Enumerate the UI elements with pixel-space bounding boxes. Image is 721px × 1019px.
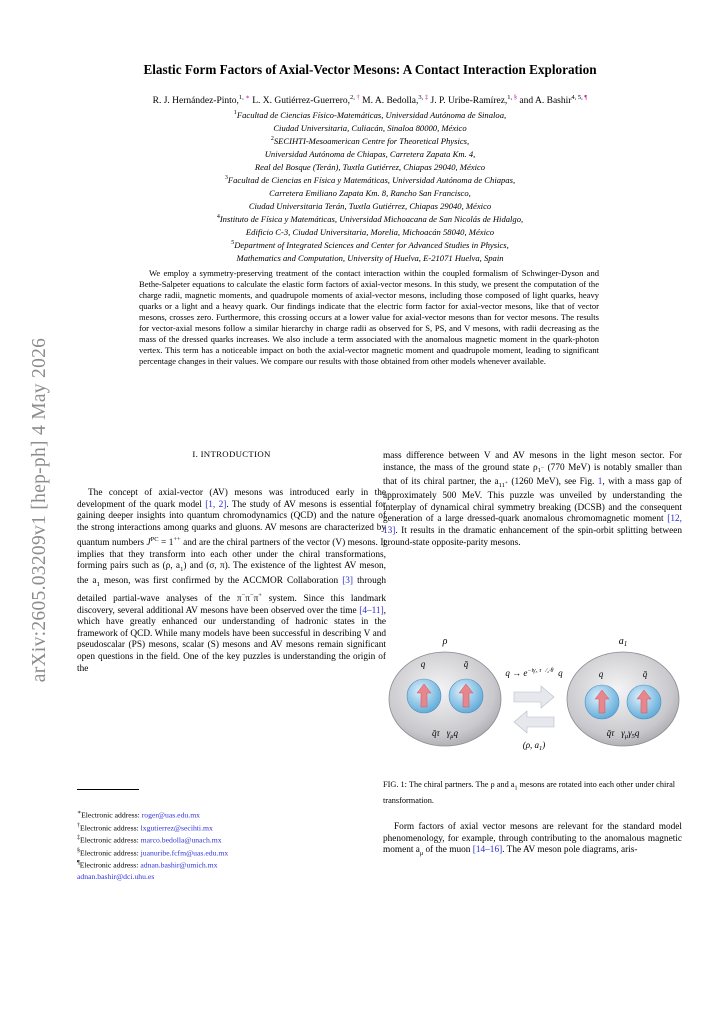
citation-link[interactable]: [3]: [342, 575, 354, 586]
svg-text:q̄: q̄: [463, 659, 469, 669]
intro-column-2-continued: Form factors of axial vector mesons are relevant for the standard model phenomenology, for example, through contributing to the anomalous magnetic moment $a_\mu$ of the muon [14–16]. The AV meson pole diagrams, aris-: [383, 822, 682, 857]
footnote-line: §Electronic address: juanuribe.fcfm@uas.edu.mx: [77, 847, 229, 858]
abstract: We employ a symmetry-preserving treatment of the contact interaction within the coupled formalism of Schwinger-Dyson and Bethe-Salpeter equations to calculate the elastic form factors of axial-vector mesons. In this study, we present the computation of the charge radii, magnetic moments, and quadrupole moments of axial-vector mesons, including those composed of light quarks, heavy quarks or a light and a heavy quark. Our findings indicate that the electric form factor for axial-vector mesons, like that of vector mesons, crosses zero. Furthermore, this crossing occurs at a lower value for axial-vector mesons than for vector mesons. The results for vector-axial mesons follow a similar hierarchy in charge radii as observed for S, PS, and V mesons, with radii decreasing as the mass of the dressed quarks increases. We also include a term associated with the anomalous magnetic moment in the quark-photon vertex. This term has a noticeable impact on both the axial-vector magnetic moment and quadrupole moment, leading to significant percentage changes in their values. We compare our results with those obtained from other models whenever available.: [139, 268, 599, 367]
intro-column-1: The concept of axial-vector (AV) mesons was introduced early in the development of the quark model [1, 2]. The study of AV mesons is essential for gaining deeper insights into quantum chromodynamics (QCD) and the nature of the strong interactions among quarks and gluons. AV mesons are characterized by quantum numbers $J^{PC} = 1^{++}$ and are the chiral partners of the vector (V) mesons. It implies that they transform into each other under the chiral transformations, forming pairs such as (ρ, $a_1$) and (σ, π). The existence of the lightest AV meson, the $a_1$ meson, was first confirmed by the ACCMOR Collaboration [3] through detailed partial-wave analyses of the π−π−π+ system. Since this landmark discovery, several additional AV mesons have been observed over the time [4–11], which have greatly enhanced our understanding of hadronic states in the framework of QCD. While many models have been successful in describing V and pseudoscalar (PS) mesons, scalar (S) mesons and AV mesons remain significant open questions in the field. One of the key puzzles is understanding the origin of the: [77, 488, 387, 674]
chiral-transform: $q \to e^{-i\gamma_5 \tau⃗⁄_2\cdot\theta⃗}q$: [505, 668, 563, 678]
affiliation-line: Ciudad Universitaria Terán, Tuxtla Gutiérrez, Chiapas 29040, México: [248, 200, 492, 211]
section-heading: I. INTRODUCTION: [192, 449, 271, 459]
affiliation-line: $^5$Department of Integrated Sciences and Center for Advanced Studies in Physics,: [231, 240, 509, 251]
citation-link[interactable]: [4–11]: [359, 605, 384, 616]
affiliation-line: $^2$SECIHTI-Mesoamerican Centre for Theoretical Physics,: [270, 135, 470, 146]
footnote-line: ∗Electronic address: roger@uas.edu.mx: [77, 810, 201, 820]
affiliation-line: Mathematics and Computation, University of Huelva, E-21071 Huelva, Spain: [236, 253, 504, 264]
author-name: R. J. Hernández-Pinto,: [152, 96, 239, 107]
affiliation-line: Real del Bosque (Terán), Tuxtla Gutiérrez, Chiapas 29040, México: [254, 161, 486, 172]
affiliation-line: $^1$Facultad de Ciencias Físico-Matemáticas, Universidad Autónoma de Sinaloa,: [233, 109, 507, 120]
svg-text:q: q: [420, 659, 426, 669]
author-name: A. Bashir: [535, 96, 572, 107]
affiliations: [90, 108, 650, 264]
arxiv-stamp-text: arXiv:2605.03209v1 [hep-ph] 4 May 2026: [29, 337, 50, 683]
a1-label: $a_1$: [618, 636, 628, 648]
email-link[interactable]: adnan.bashir@dci.uhu.es: [77, 871, 155, 881]
svg-text:q̄: q̄: [642, 669, 648, 679]
figure-chiral-partners: [383, 628, 682, 758]
arxiv-stamp: [20, 300, 60, 720]
author-name: J. P. Uribe-Ramírez,: [430, 96, 508, 107]
footnote-link[interactable]: ¶: [582, 94, 588, 101]
footnote-line: ¶Electronic address: adnan.bashir@umich.mx: [77, 860, 218, 870]
figure-link[interactable]: 1: [597, 476, 603, 487]
affiliation-line: Carretera Emiliano Zapata Km. 8, Rancho San Francisco,: [269, 187, 471, 198]
footnote-rule: [77, 789, 139, 790]
footnote-link[interactable]: ‡: [423, 94, 429, 101]
email-link[interactable]: roger@uas.edu.mx: [141, 810, 201, 820]
affiliation-line: $^3$Facultad de Ciencias en Física y Matemáticas, Universidad Autónoma de Chiapas,: [224, 174, 516, 185]
pair-label: (ρ, $a_1$): [522, 740, 546, 752]
footnote-line: †Electronic address: lxgutierrez@secihti.mx: [77, 822, 213, 833]
footnote-line: ‡Electronic address: marco.bedolla@unach.mx: [77, 835, 222, 845]
affiliation-line: Ciudad Universitaria, Culiacán, Sinaloa 80000, México: [273, 122, 467, 133]
footnotes: [77, 808, 386, 882]
rho-label: ρ: [442, 636, 448, 647]
author-name: L. X. Gutiérrez-Guerrero,: [252, 96, 351, 107]
email-link[interactable]: juanuribe.fcfm@uas.edu.mx: [140, 848, 229, 858]
svg-text:q: q: [598, 669, 604, 679]
author-name: M. A. Bedolla,: [362, 96, 419, 107]
footnote-link[interactable]: †: [354, 94, 360, 101]
author-list: R. J. Hernández-Pinto,$^{1, ∗}$ L. X. Gutiérrez-Guerrero,$^{2, \dagger}$ M. A. Bedolla,$^{3, \ddagger}$ J. P. Uribe-Ramírez,$^{1, \S}$ and A. Bashir$^{4, 5, \P}$: [152, 94, 588, 107]
affiliation-line: Edificio C-3, Ciudad Universitaria, Morelia, Michoacán 58040, México: [245, 227, 495, 237]
citation-link[interactable]: [12, 13]: [383, 514, 682, 536]
email-link[interactable]: lxgutierrez@secihti.mx: [140, 823, 213, 833]
footnote-link[interactable]: §: [512, 94, 518, 101]
affiliation-line: $^4$Instituto de Física y Matemáticas, Universidad Michoacana de San Nicolás de Hidalgo,: [216, 213, 524, 224]
left-arrow: [514, 711, 554, 733]
footnote-link[interactable]: ∗: [243, 94, 250, 101]
citation-link[interactable]: [14–16]: [472, 845, 503, 856]
affiliation-line: Universidad Autónoma de Chiapas, Carretera Zapata Km. 4,: [264, 148, 476, 159]
rho-current: $q̄\tau⃗\gamma_\mu q$: [431, 728, 459, 740]
a1-current: $q̄\tau⃗\gamma_\mu\gamma_5q$: [606, 728, 640, 740]
figure-caption: FIG. 1: The chiral partners. The ρ and $a_1$ mesons are rotated into each other under chiral transformation.: [383, 780, 676, 805]
paper-title: Elastic Form Factors of Axial-Vector Mesons: A Contact Interaction Exploration: [143, 62, 597, 77]
email-link[interactable]: marco.bedolla@unach.mx: [140, 835, 222, 845]
email-link[interactable]: adnan.bashir@umich.mx: [140, 860, 218, 870]
intro-column-2: mass difference between V and AV mesons in the light meson sector. For instance, the mass of the ground state $\rho_{1^-}$ (770 MeV) is notably smaller than that of its chiral partner, the $a_{11^+}$ (1260 MeV), see Fig. 1, with a mass gap of approximately 500 MeV. This puzzle was unveiled by understanding the interplay of dynamical chiral symmetry breaking (DCSB) and the consequent generation of a large dressed-quark anomalous chromomagnetic moment [12, 13]. It results in the dramatic enhancement of the spin-orbit splitting between ground-state opposite-parity mesons.: [383, 451, 683, 548]
right-arrow: [514, 686, 554, 708]
citation-link[interactable]: [1, 2]: [205, 499, 227, 510]
